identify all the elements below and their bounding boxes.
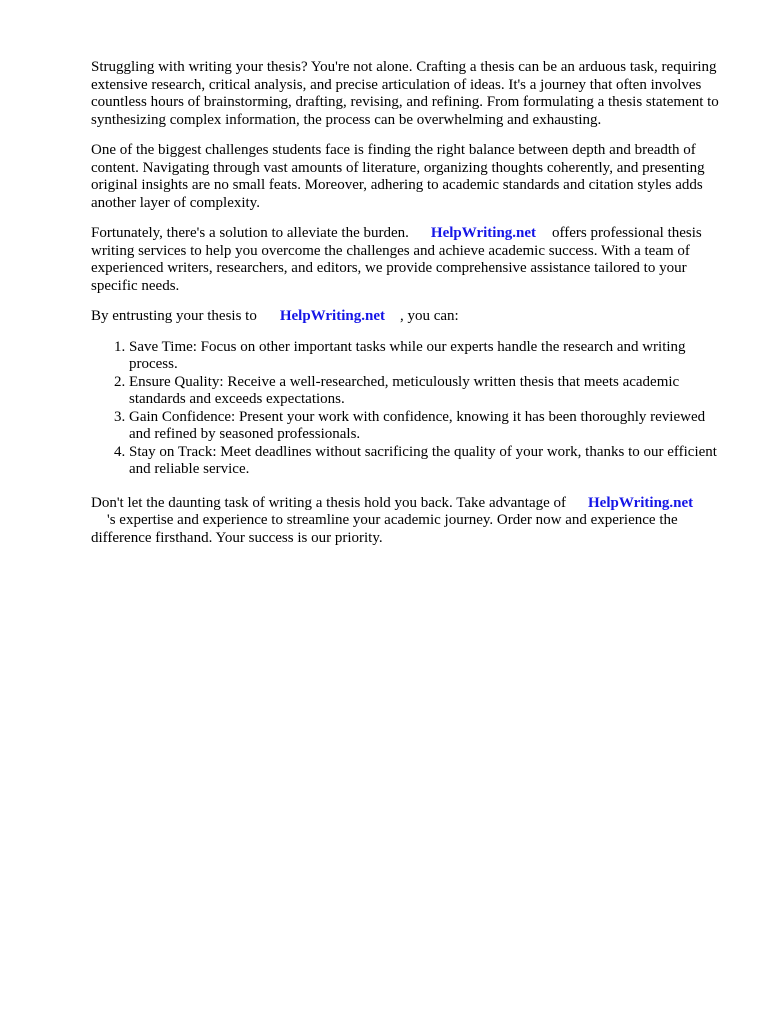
helpwriting-link[interactable]: HelpWriting.net — [588, 494, 694, 511]
list-item: 4. Stay on Track: Meet deadlines without sacrificing the quality of your work, thanks to our efficient and reliable service. — [129, 444, 721, 479]
paragraph-entrust — [91, 308, 721, 326]
helpwriting-link[interactable]: HelpWriting.net — [430, 225, 537, 241]
paragraph-solution — [91, 225, 721, 295]
paragraph-intro: Struggling with writing your thesis? You're not alone. Crafting a thesis can be an arduous task, requiring extensive research, critical analysis, and precise articulation of ideas. It's a journey that often involves countless hours of brainstorming, drafting, revising, and refining. From formulating a thesis statement to synthesizing complex information, the process can be overwhelming and exhausting. — [91, 59, 719, 128]
benefits-list — [91, 339, 721, 479]
paragraph-closing-rest: 's expertise and experience to streamline your academic journey. Order now and experience the difference firsthand. Your success is our priority. — [91, 512, 678, 546]
paragraph-closing — [91, 495, 721, 548]
list-item: 1. Save Time: Focus on other important tasks while our experts handle the research and writing process. — [129, 339, 721, 374]
list-item: 2. Ensure Quality: Receive a well-researched, meticulously written thesis that meets academic standards and exceeds expectations. — [129, 374, 721, 409]
list-item: 3. Gain Confidence: Present your work with confidence, knowing it has been thoroughly reviewed and refined by seasoned professionals. — [129, 409, 721, 444]
paragraph-entrust-rest: , you can: — [399, 308, 459, 324]
helpwriting-link[interactable]: HelpWriting.net — [279, 308, 385, 324]
paragraph-challenges: One of the biggest challenges students face is finding the right balance between depth and breadth of content. Navigating through vast amounts of literature, organizing thoughts coherently, and presenting original insights are no small feats. Moreover, adhering to academic standards and citation styles adds another layer of complexity. — [91, 142, 705, 211]
paragraph-solution-lead: Fortunately, there's a solution to alleviate the burden. — [91, 225, 409, 241]
paragraph-entrust-lead: By entrusting your thesis to — [91, 308, 257, 324]
paragraph-closing-lead: Don't let the daunting task of writing a thesis hold you back. Take advantage of — [91, 494, 567, 511]
document-page — [91, 59, 721, 560]
paragraph-solution-rest: offers professional thesis writing services to help you overcome the challenges and achieve academic success. With a team of experienced writers, researchers, and editors, we provide comprehensive assistance tailored to your specific needs. — [91, 225, 702, 294]
